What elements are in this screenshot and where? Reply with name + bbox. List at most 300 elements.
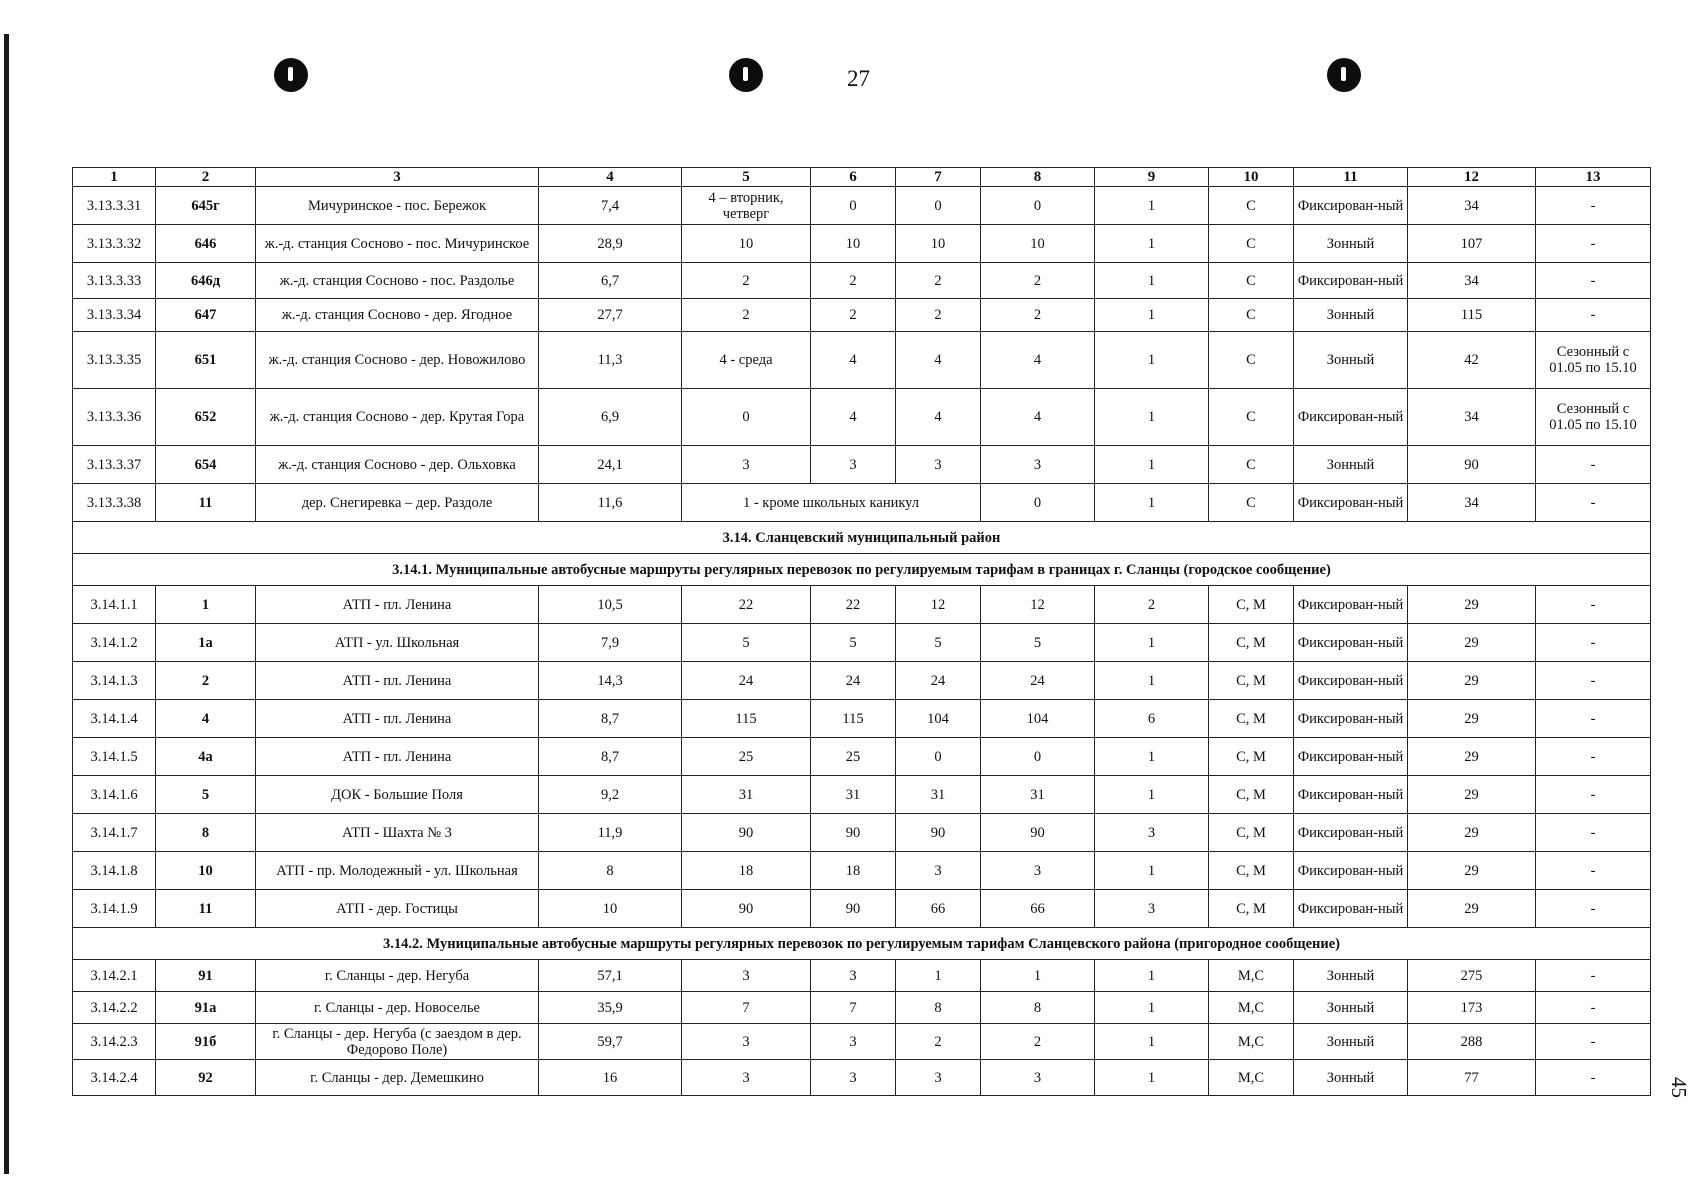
route-length: 10,5 bbox=[539, 586, 682, 624]
notes: - bbox=[1536, 890, 1651, 928]
cell-col8: 1 bbox=[981, 960, 1095, 992]
scan-edge-bar bbox=[4, 34, 9, 1174]
cell-col10: С bbox=[1209, 446, 1294, 484]
table-row bbox=[73, 662, 1651, 700]
route-name: ж.-д. станция Сосново - дер. Ольховка bbox=[256, 446, 539, 484]
route-number: 2 bbox=[156, 662, 256, 700]
cell-col5: 0 bbox=[682, 389, 811, 446]
cell-col7: 2 bbox=[896, 263, 981, 299]
tariff-type: Фиксирован-ный bbox=[1294, 389, 1408, 446]
route-length: 6,7 bbox=[539, 263, 682, 299]
cell-col10: С bbox=[1209, 484, 1294, 522]
route-length: 14,3 bbox=[539, 662, 682, 700]
column-number: 12 bbox=[1408, 168, 1536, 187]
cell-col10: М,С bbox=[1209, 1024, 1294, 1060]
route-length: 7,9 bbox=[539, 624, 682, 662]
cell-col7: 2 bbox=[896, 1024, 981, 1060]
cell-col7: 0 bbox=[896, 187, 981, 225]
tariff-type: Фиксирован-ный bbox=[1294, 700, 1408, 738]
row-number: 3.14.1.5 bbox=[73, 738, 156, 776]
route-name: АТП - ул. Школьная bbox=[256, 624, 539, 662]
cell-col7: 24 bbox=[896, 662, 981, 700]
cell-col9: 1 bbox=[1095, 484, 1209, 522]
notes: - bbox=[1536, 992, 1651, 1024]
cell-col6: 2 bbox=[811, 263, 896, 299]
table-row bbox=[73, 1060, 1651, 1096]
cell-col6: 10 bbox=[811, 225, 896, 263]
row-number: 3.13.3.34 bbox=[73, 299, 156, 332]
column-number: 2 bbox=[156, 168, 256, 187]
cell-col10: С, М bbox=[1209, 776, 1294, 814]
cell-col7: 10 bbox=[896, 225, 981, 263]
cell-col6: 25 bbox=[811, 738, 896, 776]
cell-col6: 0 bbox=[811, 187, 896, 225]
tariff-type: Фиксирован-ный bbox=[1294, 624, 1408, 662]
table-row bbox=[73, 776, 1651, 814]
route-name: ж.-д. станция Сосново - пос. Мичуринское bbox=[256, 225, 539, 263]
tariff-type: Зонный bbox=[1294, 960, 1408, 992]
column-number: 13 bbox=[1536, 168, 1651, 187]
cell-col10: С, М bbox=[1209, 662, 1294, 700]
route-number: 646д bbox=[156, 263, 256, 299]
column-number: 1 bbox=[73, 168, 156, 187]
punch-hole-icon bbox=[729, 58, 763, 92]
route-number: 5 bbox=[156, 776, 256, 814]
route-number: 1 bbox=[156, 586, 256, 624]
cell-col7: 66 bbox=[896, 890, 981, 928]
row-number: 3.14.1.7 bbox=[73, 814, 156, 852]
cell-col5: 4 – вторник, четверг bbox=[682, 187, 811, 225]
fare: 34 bbox=[1408, 187, 1536, 225]
cell-col5: 7 bbox=[682, 992, 811, 1024]
cell-col10: М,С bbox=[1209, 960, 1294, 992]
cell-col8: 66 bbox=[981, 890, 1095, 928]
cell-col9: 1 bbox=[1095, 960, 1209, 992]
tariff-type: Фиксирован-ный bbox=[1294, 738, 1408, 776]
route-number: 8 bbox=[156, 814, 256, 852]
cell-col8: 104 bbox=[981, 700, 1095, 738]
cell-col5: 3 bbox=[682, 1060, 811, 1096]
cell-col9: 1 bbox=[1095, 225, 1209, 263]
route-length: 28,9 bbox=[539, 225, 682, 263]
margin-note: 45 bbox=[1667, 1077, 1691, 1098]
notes: - bbox=[1536, 586, 1651, 624]
fare: 29 bbox=[1408, 890, 1536, 928]
cell-col10: С, М bbox=[1209, 890, 1294, 928]
cell-col5: 22 bbox=[682, 586, 811, 624]
cell-col6: 4 bbox=[811, 389, 896, 446]
route-name: АТП - пл. Ленина bbox=[256, 586, 539, 624]
section-title: 3.14. Сланцевский муниципальный район bbox=[73, 522, 1651, 554]
cell-col7: 104 bbox=[896, 700, 981, 738]
tariff-type: Фиксирован-ный bbox=[1294, 662, 1408, 700]
fare: 42 bbox=[1408, 332, 1536, 389]
cell-col9: 1 bbox=[1095, 776, 1209, 814]
notes: - bbox=[1536, 776, 1651, 814]
route-name: АТП - дер. Гостицы bbox=[256, 890, 539, 928]
route-number: 11 bbox=[156, 484, 256, 522]
route-name: дер. Снегиревка – дер. Раздоле bbox=[256, 484, 539, 522]
cell-col10: М,С bbox=[1209, 992, 1294, 1024]
tariff-type: Фиксирован-ный bbox=[1294, 890, 1408, 928]
cell-col5: 3 bbox=[682, 960, 811, 992]
route-number: 91а bbox=[156, 992, 256, 1024]
notes: - bbox=[1536, 225, 1651, 263]
table-row bbox=[73, 332, 1651, 389]
route-name: ДОК - Большие Поля bbox=[256, 776, 539, 814]
cell-col9: 1 bbox=[1095, 299, 1209, 332]
cell-col6: 90 bbox=[811, 890, 896, 928]
row-number: 3.13.3.31 bbox=[73, 187, 156, 225]
cell-col10: С bbox=[1209, 389, 1294, 446]
cell-col10: С, М bbox=[1209, 700, 1294, 738]
cell-col7: 90 bbox=[896, 814, 981, 852]
page-number: 27 bbox=[847, 66, 870, 91]
route-length: 27,7 bbox=[539, 299, 682, 332]
notes: - bbox=[1536, 1060, 1651, 1096]
cell-col7: 8 bbox=[896, 992, 981, 1024]
cell-col8: 24 bbox=[981, 662, 1095, 700]
notes: - bbox=[1536, 624, 1651, 662]
route-number: 4 bbox=[156, 700, 256, 738]
table-row bbox=[73, 586, 1651, 624]
route-length: 9,2 bbox=[539, 776, 682, 814]
cell-col7: 1 bbox=[896, 960, 981, 992]
table-row bbox=[73, 814, 1651, 852]
route-name: ж.-д. станция Сосново - дер. Новожилово bbox=[256, 332, 539, 389]
cell-col6: 115 bbox=[811, 700, 896, 738]
route-name: г. Сланцы - дер. Негуба bbox=[256, 960, 539, 992]
cell-col9: 1 bbox=[1095, 1060, 1209, 1096]
punch-hole-icon bbox=[274, 58, 308, 92]
tariff-type: Фиксирован-ный bbox=[1294, 814, 1408, 852]
cell-col6: 3 bbox=[811, 1024, 896, 1060]
cell-col10: С bbox=[1209, 299, 1294, 332]
fare: 77 bbox=[1408, 1060, 1536, 1096]
route-number: 92 bbox=[156, 1060, 256, 1096]
route-length: 10 bbox=[539, 890, 682, 928]
column-number: 6 bbox=[811, 168, 896, 187]
table-row bbox=[73, 225, 1651, 263]
cell-col10: С bbox=[1209, 187, 1294, 225]
route-length: 7,4 bbox=[539, 187, 682, 225]
cell-col10: С, М bbox=[1209, 738, 1294, 776]
notes: - bbox=[1536, 484, 1651, 522]
cell-col10: С bbox=[1209, 263, 1294, 299]
notes: - bbox=[1536, 814, 1651, 852]
table-row bbox=[73, 484, 1651, 522]
notes: - bbox=[1536, 960, 1651, 992]
column-number: 10 bbox=[1209, 168, 1294, 187]
route-number: 91б bbox=[156, 1024, 256, 1060]
cell-col8: 5 bbox=[981, 624, 1095, 662]
cell-col9: 1 bbox=[1095, 446, 1209, 484]
route-number: 645г bbox=[156, 187, 256, 225]
notes: Сезонный с 01.05 по 15.10 bbox=[1536, 332, 1651, 389]
fare: 34 bbox=[1408, 263, 1536, 299]
cell-col7: 3 bbox=[896, 446, 981, 484]
fare: 115 bbox=[1408, 299, 1536, 332]
route-number: 647 bbox=[156, 299, 256, 332]
cell-col7: 2 bbox=[896, 299, 981, 332]
table-row bbox=[73, 446, 1651, 484]
cell-col8: 90 bbox=[981, 814, 1095, 852]
row-number: 3.14.2.3 bbox=[73, 1024, 156, 1060]
cell-col5: 24 bbox=[682, 662, 811, 700]
table-row bbox=[73, 992, 1651, 1024]
row-number: 3.14.2.1 bbox=[73, 960, 156, 992]
column-number: 7 bbox=[896, 168, 981, 187]
cell-col8: 31 bbox=[981, 776, 1095, 814]
cell-col6: 3 bbox=[811, 1060, 896, 1096]
notes: - bbox=[1536, 446, 1651, 484]
cell-col6: 2 bbox=[811, 299, 896, 332]
cell-col10: С bbox=[1209, 332, 1294, 389]
route-name: ж.-д. станция Сосново - пос. Раздолье bbox=[256, 263, 539, 299]
cell-col10: С, М bbox=[1209, 814, 1294, 852]
table-row bbox=[73, 263, 1651, 299]
table-row bbox=[73, 187, 1651, 225]
cell-col5: 10 bbox=[682, 225, 811, 263]
cell-col5: 4 - среда bbox=[682, 332, 811, 389]
cell-col9: 3 bbox=[1095, 890, 1209, 928]
route-number: 10 bbox=[156, 852, 256, 890]
route-name: Мичуринское - пос. Бережок bbox=[256, 187, 539, 225]
route-length: 35,9 bbox=[539, 992, 682, 1024]
section-row bbox=[73, 522, 1651, 554]
cell-col8: 4 bbox=[981, 332, 1095, 389]
cell-col10: С, М bbox=[1209, 852, 1294, 890]
merged-cell: 1 - кроме школьных каникул bbox=[682, 484, 981, 522]
route-number: 651 bbox=[156, 332, 256, 389]
cell-col9: 1 bbox=[1095, 332, 1209, 389]
tariff-type: Фиксирован-ный bbox=[1294, 187, 1408, 225]
route-name: г. Сланцы - дер. Новоселье bbox=[256, 992, 539, 1024]
cell-col9: 1 bbox=[1095, 389, 1209, 446]
cell-col9: 1 bbox=[1095, 1024, 1209, 1060]
tariff-type: Фиксирован-ный bbox=[1294, 586, 1408, 624]
row-number: 3.14.2.4 bbox=[73, 1060, 156, 1096]
notes: - bbox=[1536, 1024, 1651, 1060]
route-length: 11,6 bbox=[539, 484, 682, 522]
cell-col10: С bbox=[1209, 225, 1294, 263]
cell-col5: 90 bbox=[682, 814, 811, 852]
route-length: 16 bbox=[539, 1060, 682, 1096]
route-length: 8,7 bbox=[539, 700, 682, 738]
route-length: 11,9 bbox=[539, 814, 682, 852]
table-row bbox=[73, 624, 1651, 662]
subsection-row bbox=[73, 928, 1651, 960]
route-name: АТП - пр. Молодежный - ул. Школьная bbox=[256, 852, 539, 890]
route-number: 11 bbox=[156, 890, 256, 928]
cell-col6: 24 bbox=[811, 662, 896, 700]
notes: - bbox=[1536, 852, 1651, 890]
row-number: 3.14.1.4 bbox=[73, 700, 156, 738]
row-number: 3.14.1.8 bbox=[73, 852, 156, 890]
row-number: 3.13.3.38 bbox=[73, 484, 156, 522]
cell-col9: 6 bbox=[1095, 700, 1209, 738]
routes-table bbox=[72, 167, 1651, 1096]
column-number-row bbox=[73, 168, 1651, 187]
fare: 29 bbox=[1408, 852, 1536, 890]
row-number: 3.14.1.3 bbox=[73, 662, 156, 700]
tariff-type: Фиксирован-ный bbox=[1294, 484, 1408, 522]
cell-col5: 5 bbox=[682, 624, 811, 662]
tariff-type: Фиксирован-ный bbox=[1294, 776, 1408, 814]
tariff-type: Фиксирован-ный bbox=[1294, 263, 1408, 299]
cell-col7: 0 bbox=[896, 738, 981, 776]
table-row bbox=[73, 738, 1651, 776]
column-number: 5 bbox=[682, 168, 811, 187]
cell-col5: 2 bbox=[682, 263, 811, 299]
route-name: АТП - пл. Ленина bbox=[256, 700, 539, 738]
tariff-type: Зонный bbox=[1294, 1060, 1408, 1096]
fare: 34 bbox=[1408, 484, 1536, 522]
row-number: 3.13.3.33 bbox=[73, 263, 156, 299]
row-number: 3.13.3.32 bbox=[73, 225, 156, 263]
column-number: 9 bbox=[1095, 168, 1209, 187]
cell-col8: 0 bbox=[981, 738, 1095, 776]
cell-col10: С, М bbox=[1209, 624, 1294, 662]
route-number: 652 bbox=[156, 389, 256, 446]
table-row bbox=[73, 1024, 1651, 1060]
notes: - bbox=[1536, 738, 1651, 776]
route-length: 11,3 bbox=[539, 332, 682, 389]
subsection-title: 3.14.2. Муниципальные автобусные маршруты регулярных перевозок по регулируемым тарифам Сланцевского района (пригородное сообщение) bbox=[73, 928, 1651, 960]
route-name: АТП - Шахта № 3 bbox=[256, 814, 539, 852]
row-number: 3.13.3.36 bbox=[73, 389, 156, 446]
table-row bbox=[73, 890, 1651, 928]
route-number: 654 bbox=[156, 446, 256, 484]
route-name: г. Сланцы - дер. Негуба (с заездом в дер. Федорово Поле) bbox=[256, 1024, 539, 1060]
fare: 173 bbox=[1408, 992, 1536, 1024]
cell-col6: 3 bbox=[811, 960, 896, 992]
cell-col5: 3 bbox=[682, 1024, 811, 1060]
table-row bbox=[73, 852, 1651, 890]
cell-col9: 1 bbox=[1095, 662, 1209, 700]
cell-col6: 31 bbox=[811, 776, 896, 814]
cell-col6: 90 bbox=[811, 814, 896, 852]
route-length: 6,9 bbox=[539, 389, 682, 446]
route-number: 1а bbox=[156, 624, 256, 662]
tariff-type: Зонный bbox=[1294, 299, 1408, 332]
cell-col6: 4 bbox=[811, 332, 896, 389]
notes: - bbox=[1536, 187, 1651, 225]
cell-col6: 18 bbox=[811, 852, 896, 890]
cell-col6: 7 bbox=[811, 992, 896, 1024]
cell-col7: 3 bbox=[896, 852, 981, 890]
cell-col8: 2 bbox=[981, 263, 1095, 299]
cell-col9: 1 bbox=[1095, 263, 1209, 299]
route-name: ж.-д. станция Сосново - дер. Ягодное bbox=[256, 299, 539, 332]
table-row bbox=[73, 299, 1651, 332]
route-name: АТП - пл. Ленина bbox=[256, 662, 539, 700]
table-row bbox=[73, 700, 1651, 738]
cell-col8: 3 bbox=[981, 446, 1095, 484]
cell-col8: 12 bbox=[981, 586, 1095, 624]
fare: 29 bbox=[1408, 814, 1536, 852]
cell-col8: 4 bbox=[981, 389, 1095, 446]
column-number: 3 bbox=[256, 168, 539, 187]
cell-col7: 4 bbox=[896, 389, 981, 446]
row-number: 3.14.2.2 bbox=[73, 992, 156, 1024]
cell-col8: 3 bbox=[981, 852, 1095, 890]
column-number: 4 bbox=[539, 168, 682, 187]
fare: 288 bbox=[1408, 1024, 1536, 1060]
cell-col7: 31 bbox=[896, 776, 981, 814]
punch-hole-icon bbox=[1327, 58, 1361, 92]
cell-col5: 18 bbox=[682, 852, 811, 890]
tariff-type: Зонный bbox=[1294, 446, 1408, 484]
column-number: 8 bbox=[981, 168, 1095, 187]
cell-col6: 22 bbox=[811, 586, 896, 624]
subsection-row bbox=[73, 554, 1651, 586]
cell-col9: 1 bbox=[1095, 187, 1209, 225]
cell-col7: 4 bbox=[896, 332, 981, 389]
cell-col9: 1 bbox=[1095, 992, 1209, 1024]
cell-col5: 3 bbox=[682, 446, 811, 484]
cell-col9: 3 bbox=[1095, 814, 1209, 852]
row-number: 3.13.3.37 bbox=[73, 446, 156, 484]
cell-col7: 3 bbox=[896, 1060, 981, 1096]
route-length: 8,7 bbox=[539, 738, 682, 776]
route-name: г. Сланцы - дер. Демешкино bbox=[256, 1060, 539, 1096]
fare: 107 bbox=[1408, 225, 1536, 263]
cell-col10: М,С bbox=[1209, 1060, 1294, 1096]
cell-col5: 90 bbox=[682, 890, 811, 928]
cell-col7: 5 bbox=[896, 624, 981, 662]
fare: 29 bbox=[1408, 776, 1536, 814]
tariff-type: Зонный bbox=[1294, 225, 1408, 263]
fare: 29 bbox=[1408, 662, 1536, 700]
cell-col8: 2 bbox=[981, 299, 1095, 332]
route-number: 4а bbox=[156, 738, 256, 776]
fare: 29 bbox=[1408, 700, 1536, 738]
route-length: 59,7 bbox=[539, 1024, 682, 1060]
table-row bbox=[73, 389, 1651, 446]
route-name: АТП - пл. Ленина bbox=[256, 738, 539, 776]
notes: Сезонный с 01.05 по 15.10 bbox=[1536, 389, 1651, 446]
fare: 275 bbox=[1408, 960, 1536, 992]
row-number: 3.14.1.2 bbox=[73, 624, 156, 662]
fare: 29 bbox=[1408, 624, 1536, 662]
fare: 29 bbox=[1408, 738, 1536, 776]
cell-col8: 3 bbox=[981, 1060, 1095, 1096]
cell-col8: 2 bbox=[981, 1024, 1095, 1060]
row-number: 3.14.1.6 bbox=[73, 776, 156, 814]
tariff-type: Зонный bbox=[1294, 1024, 1408, 1060]
route-number: 646 bbox=[156, 225, 256, 263]
cell-col8: 8 bbox=[981, 992, 1095, 1024]
fare: 90 bbox=[1408, 446, 1536, 484]
cell-col9: 1 bbox=[1095, 852, 1209, 890]
tariff-type: Фиксирован-ный bbox=[1294, 852, 1408, 890]
route-length: 24,1 bbox=[539, 446, 682, 484]
cell-col9: 2 bbox=[1095, 586, 1209, 624]
cell-col7: 12 bbox=[896, 586, 981, 624]
cell-col9: 1 bbox=[1095, 738, 1209, 776]
cell-col5: 31 bbox=[682, 776, 811, 814]
cell-col5: 115 bbox=[682, 700, 811, 738]
route-length: 57,1 bbox=[539, 960, 682, 992]
table-row bbox=[73, 960, 1651, 992]
cell-col6: 5 bbox=[811, 624, 896, 662]
cell-col8: 0 bbox=[981, 187, 1095, 225]
row-number: 3.13.3.35 bbox=[73, 332, 156, 389]
cell-col9: 1 bbox=[1095, 624, 1209, 662]
fare: 34 bbox=[1408, 389, 1536, 446]
route-number: 91 bbox=[156, 960, 256, 992]
